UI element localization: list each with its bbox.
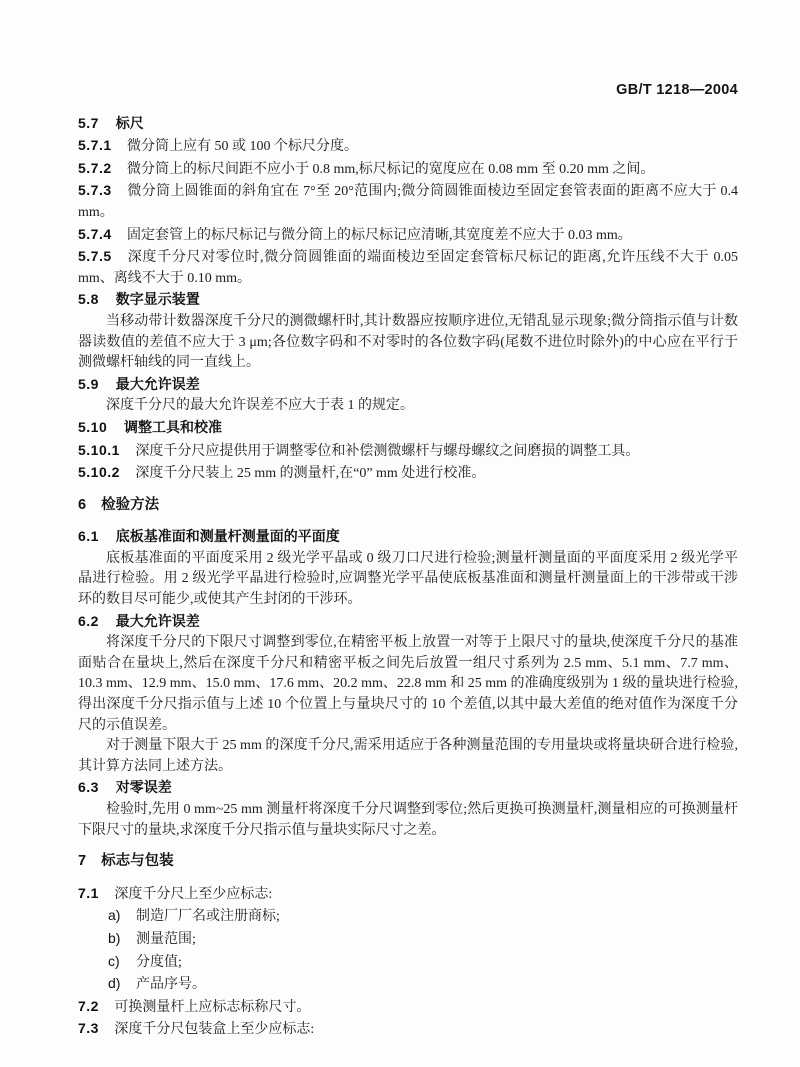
paragraph-error-test-2: 对于测量下限大于 25 mm 的深度千分尺,需采用适应于各种测量范围的专用量块或将量块研合进行检验,其计算方法同上述方法。 <box>78 738 738 774</box>
list-marker: a) <box>108 907 121 924</box>
clause-number: 5.8 <box>78 291 99 308</box>
heading-text: 标志与包装 <box>101 853 174 870</box>
list-item-text: 测量范围; <box>136 931 196 947</box>
heading-text: 底板基准面和测量杆测量面的平面度 <box>115 530 340 546</box>
clause-7-3 <box>78 1018 738 1041</box>
clause-7-1 <box>78 883 738 906</box>
clause-number: 7.3 <box>78 1020 99 1037</box>
clause-number: 5.10.2 <box>78 464 120 481</box>
heading-5-9 <box>78 374 738 397</box>
heading-5-10 <box>78 417 738 440</box>
clause-text: 深度千分尺应提供用于调整零位和补偿测微螺杆与螺母螺纹之间磨损的调整工具。 <box>135 443 640 459</box>
clause-number: 7.2 <box>78 997 99 1014</box>
heading-text: 调整工具和校准 <box>124 420 223 436</box>
clause-number: 5.7.1 <box>78 137 112 154</box>
list-item-c <box>78 951 738 974</box>
paragraph-digital-display: 当移动带计数器深度千分尺的测微螺杆时,其计数器应按顺序进位,无错乱显示现象;微分筒指示值与计数器读数值的差值不应大于 3 μm;各位数字码和不对零时的各位数字码(尾数不进位时除外)的中心应在平行于测微螺杆轴线的同一直线上。 <box>78 313 738 371</box>
clause-text: 固定套管上的标尺标记与微分筒上的标尺标记应清晰,其宽度差不应大于 0.03 mm。 <box>127 227 632 243</box>
list-marker: b) <box>108 929 121 946</box>
standard-code: GB/T 1218—2004 <box>616 82 738 98</box>
marking-list <box>78 905 738 995</box>
clause-number: 5.7 <box>78 114 99 131</box>
heading-text: 最大允许误差 <box>115 377 200 393</box>
clause-number: 6.2 <box>78 612 99 629</box>
clause-text: 深度千分尺装上 25 mm 的测量杆,在“0” mm 处进行校准。 <box>135 466 486 482</box>
chapter-number: 6 <box>78 496 87 513</box>
heading-text: 标尺 <box>115 116 144 132</box>
paragraph-error-test-1: 将深度千分尺的下限尺寸调整到零位,在精密平板上放置一对等于上限尺寸的量块,使深度千分尺的基准面贴合在量块上,然后在深度千分尺和精密平板之间先后放置一组尺寸系列为 2.5 mm、5.1 mm、7.7 mm、10.3 mm、12.9 mm、15.0 mm、17.6 mm、20.2 mm、22.8 mm 和 25 mm 的准确度级别为 1 级的量块进行检验,得出深度千分尺指示值与上述 10 个位置上与量块尺寸的 10 个差值,以其中最大差值的绝对值作为深度千分尺的示值误差。 <box>78 635 738 733</box>
list-item-text: 制造厂厂名或注册商标; <box>136 909 280 925</box>
clause-5-7-2 <box>78 158 738 181</box>
list-item-a <box>78 905 738 928</box>
clause-number: 5.9 <box>78 375 99 392</box>
list-item-b <box>78 928 738 951</box>
paragraph-flatness-test: 底板基准面的平面度采用 2 级光学平晶或 0 级刀口尺进行检验;测量杆测量面的平面度采用 2 级光学平晶进行检验。用 2 级光学平晶进行检验时,应调整光学平晶使底板基准面和测量杆测量面上的干涉带或干涉环的数目尽可能少,或使其产生封闭的干涉环。 <box>78 550 738 608</box>
heading-text: 最大允许误差 <box>115 614 200 630</box>
list-item-d <box>78 973 738 996</box>
heading-5-8 <box>78 289 738 312</box>
list-item-text: 分度值; <box>136 954 182 970</box>
clause-text: 微分筒上的标尺间距不应小于 0.8 mm,标尺标记的宽度应在 0.08 mm 至 0.20 mm 之间。 <box>127 161 655 177</box>
clause-text: 深度千分尺上至少应标志: <box>114 886 273 902</box>
clause-number: 7.1 <box>78 884 99 901</box>
clause-number: 5.10 <box>78 418 108 435</box>
heading-6-3 <box>78 777 738 800</box>
clause-number: 5.10.1 <box>78 441 120 458</box>
clause-5-7-1 <box>78 135 738 158</box>
heading-text: 数字显示装置 <box>115 293 200 309</box>
heading-6-1 <box>78 526 738 549</box>
clause-text: 可换测量杆上应标志标称尺寸。 <box>114 999 311 1015</box>
clause-number: 6.1 <box>78 528 99 545</box>
clause-7-2 <box>78 996 738 1019</box>
clause-5-7-3 <box>78 180 738 223</box>
heading-text: 检验方法 <box>101 496 160 513</box>
page-header <box>78 80 738 101</box>
chapter-7-heading <box>78 851 738 872</box>
heading-6-2 <box>78 611 738 634</box>
clause-text: 微分筒上圆锥面的斜角宜在 7°至 20°范围内;微分筒圆锥面棱边至固定套管表面的距离不应大于 0.4 mm。 <box>78 184 738 220</box>
clause-number: 5.7.5 <box>78 248 112 265</box>
chapter-number: 7 <box>78 853 87 870</box>
clause-number: 6.3 <box>78 779 99 796</box>
paragraph-zero-error-test: 检验时,先用 0 mm~25 mm 测量杆将深度千分尺调整到零位;然后更换可换测量杆,测量相应的可换测量杆下限尺寸的量块,求深度千分尺指示值与量块实际尺寸之差。 <box>78 802 738 838</box>
list-marker: c) <box>108 952 120 969</box>
heading-5-7 <box>78 113 738 136</box>
clause-5-10-2 <box>78 462 738 485</box>
clause-text: 微分筒上应有 50 或 100 个标尺分度。 <box>127 139 359 155</box>
heading-text: 对零误差 <box>115 781 172 797</box>
clause-5-7-5 <box>78 246 738 289</box>
chapter-6-heading <box>78 495 738 516</box>
clause-number: 5.7.4 <box>78 225 112 242</box>
list-marker: d) <box>108 975 121 992</box>
clause-number: 5.7.3 <box>78 182 112 199</box>
clause-5-7-4 <box>78 224 738 247</box>
paragraph-max-error: 深度千分尺的最大允许误差不应大于表 1 的规定。 <box>106 398 414 414</box>
list-item-text: 产品序号。 <box>136 977 206 993</box>
clause-text: 深度千分尺包装盒上至少应标志: <box>114 1022 315 1038</box>
clause-5-10-1 <box>78 440 738 463</box>
clause-text: 深度千分尺对零位时,微分筒圆锥面的端面棱边至固定套管标尺标记的距离,允许压线不大于 0.05 mm、离线不大于 0.10 mm。 <box>78 250 738 286</box>
clause-number: 5.7.2 <box>78 159 112 176</box>
